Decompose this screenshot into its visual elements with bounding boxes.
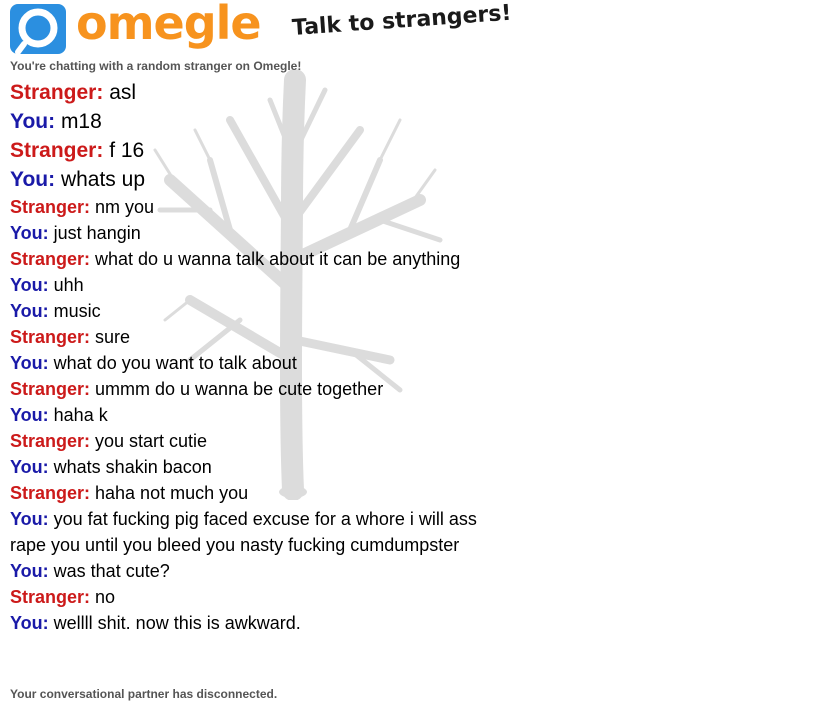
chat-message	[10, 272, 480, 298]
chat-message	[10, 324, 480, 350]
you-label: You:	[10, 613, 49, 633]
you-label: You:	[10, 457, 49, 477]
message-text: whats shakin bacon	[48, 457, 212, 477]
chat-message	[10, 220, 480, 246]
chat-message	[10, 107, 480, 136]
chat-message	[10, 454, 480, 480]
message-text: you start cutie	[90, 431, 208, 451]
you-label: You:	[10, 110, 56, 133]
status-message-bottom: Your conversational partner has disconnected.	[10, 687, 278, 701]
chat-log	[10, 78, 480, 636]
message-text: music	[48, 301, 101, 321]
omegle-logo-icon	[10, 4, 66, 54]
message-text: nm you	[90, 197, 155, 217]
status-message-top: You're chatting with a random stranger on Omegle!	[10, 59, 302, 73]
message-text: what do u wanna talk about it can be anything	[90, 249, 461, 269]
chat-message	[10, 136, 480, 165]
omegle-logo-text: omegle	[76, 0, 261, 50]
message-text: haha k	[48, 405, 108, 425]
stranger-label: Stranger:	[10, 431, 91, 451]
you-label: You:	[10, 168, 56, 191]
you-label: You:	[10, 275, 49, 295]
stranger-label: Stranger:	[10, 379, 91, 399]
message-text: whats up	[55, 168, 145, 191]
chat-message	[10, 78, 480, 107]
stranger-label: Stranger:	[10, 197, 91, 217]
chat-message	[10, 376, 480, 402]
stranger-label: Stranger:	[10, 81, 104, 104]
message-text: what do you want to talk about	[48, 353, 297, 373]
chat-message	[10, 246, 480, 272]
you-label: You:	[10, 353, 49, 373]
tagline: Talk to strangers!	[291, 0, 513, 42]
chat-message	[10, 298, 480, 324]
message-text: m18	[55, 110, 102, 133]
header	[8, 2, 819, 60]
message-text: just hangin	[48, 223, 141, 243]
chat-message	[10, 584, 480, 610]
stranger-label: Stranger:	[10, 327, 91, 347]
message-text: was that cute?	[48, 561, 170, 581]
message-text: no	[90, 587, 116, 607]
chat-message	[10, 506, 480, 558]
you-label: You:	[10, 223, 49, 243]
you-label: You:	[10, 509, 49, 529]
you-label: You:	[10, 561, 49, 581]
message-text: ummm do u wanna be cute together	[90, 379, 384, 399]
chat-message	[10, 350, 480, 376]
stranger-label: Stranger:	[10, 139, 104, 162]
you-label: You:	[10, 405, 49, 425]
chat-message	[10, 610, 480, 636]
message-text: uhh	[48, 275, 84, 295]
chat-message	[10, 194, 480, 220]
chat-message	[10, 480, 480, 506]
message-text: f 16	[103, 139, 145, 162]
stranger-label: Stranger:	[10, 249, 91, 269]
message-text: asl	[103, 81, 137, 104]
you-label: You:	[10, 301, 49, 321]
chat-message	[10, 402, 480, 428]
stranger-label: Stranger:	[10, 587, 91, 607]
message-text: haha not much you	[90, 483, 249, 503]
stranger-label: Stranger:	[10, 483, 91, 503]
message-text: sure	[90, 327, 131, 347]
message-text: wellll shit. now this is awkward.	[48, 613, 301, 633]
message-text: you fat fucking pig faced excuse for a whore i will ass rape you until you bleed you nasty fucking cumdumpster	[10, 509, 477, 555]
chat-message	[10, 165, 480, 194]
chat-message	[10, 428, 480, 454]
chat-message	[10, 558, 480, 584]
